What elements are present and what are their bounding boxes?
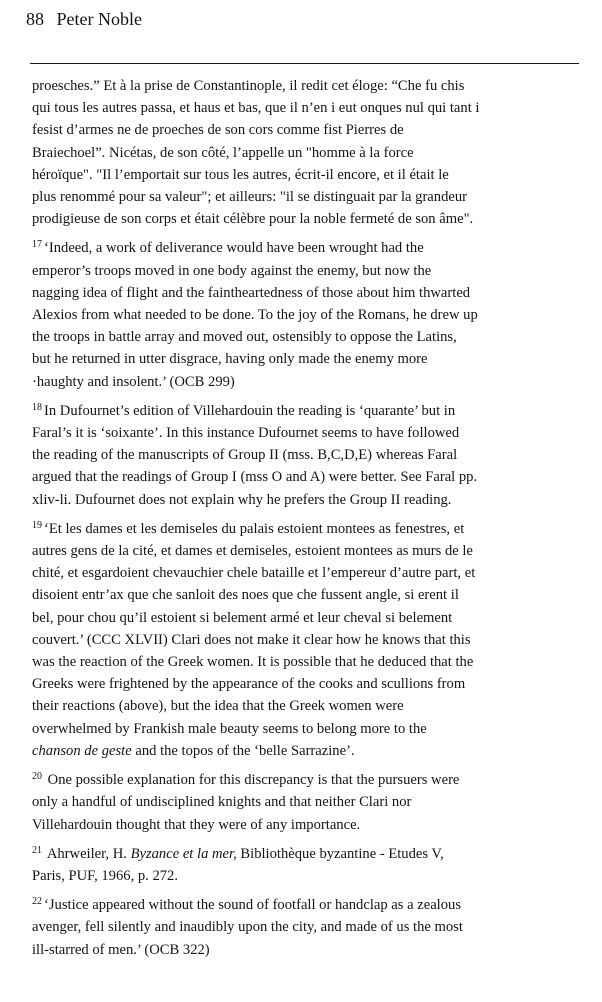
footnote-number: 21 bbox=[32, 844, 42, 856]
text-line: Faral’s it is ‘soixante’. In this instance Dufournet seems to have followed bbox=[32, 425, 460, 442]
footnote-number: 18 bbox=[32, 401, 42, 413]
text-line: $^{20}$ One possible explanation for this discrepancy is that the pursuers were bbox=[32, 771, 460, 789]
text-line: was the reaction of the Greek women. It is possible that he deduced that the bbox=[32, 654, 474, 671]
footnote-22 bbox=[32, 894, 580, 961]
text-line: $^{21}$ Ahrweiler, H. Byzance et la mer, Bibliothèque byzantine - Etudes V, bbox=[32, 844, 444, 862]
footnote-21 bbox=[32, 843, 580, 887]
text-line: avenger, fell silently and inaudibly upon the city, and made of us the most bbox=[32, 919, 463, 936]
footnote-continuation bbox=[32, 75, 580, 230]
text-line: fesist d’armes ne de proeches de son cors comme fist Pierres de bbox=[32, 122, 404, 139]
footnote-18 bbox=[32, 400, 580, 511]
text-line: $^{17}$ ‘Indeed, a work of deliverance would have been wrought had the bbox=[32, 239, 424, 257]
text-line: nagging idea of flight and the faintheartedness of those about him thwarted bbox=[32, 284, 471, 301]
italic-title: Byzance et la mer, bbox=[130, 845, 237, 862]
footnote-number: 17 bbox=[32, 239, 42, 251]
text-line: héroïque". "Il l’emportait sur tous les autres, écrit-il encore, et il était le bbox=[32, 166, 449, 183]
text-line: $^{19}$ ‘Et les dames et les demiseles du palais estoient montees as fenestres, et bbox=[32, 519, 465, 537]
text-line: their reactions (above), but the idea that the Greek women were bbox=[32, 698, 404, 715]
text-line: Braiechoel”. Nicétas, de son côté, l’appelle un "homme à la force bbox=[32, 144, 414, 161]
text-line: ill-starred of men.’ (OCB 322) bbox=[32, 941, 210, 958]
page-header bbox=[26, 6, 142, 32]
text-line: $^{18}$ In Dufournet’s edition of Villehardouin the reading is ‘quarante’ but in bbox=[32, 401, 456, 419]
footnotes-body bbox=[32, 75, 580, 961]
text-line: argued that the readings of Group I (mss O and A) were better. See Faral pp. bbox=[32, 469, 478, 486]
text-line: bel, pour chou qu’il estoient si belement armé et leur cheval si belement bbox=[32, 609, 453, 626]
text-line: $^{22}$ ‘Justice appeared without the sound of footfall or handclap as a zealous bbox=[32, 896, 461, 914]
text-line: but he returned in utter disgrace, having only made the enemy more bbox=[32, 351, 428, 368]
text-line: plus renommé pour sa valeur"; et ailleurs: "il se distinguait par la grandeur bbox=[32, 189, 468, 206]
footnote-20 bbox=[32, 769, 580, 836]
text-line: Greeks were frightened by the appearance of the cooks and scullions from bbox=[32, 676, 466, 693]
footnote-number: 19 bbox=[32, 519, 42, 531]
text-line: couvert.’ (CCC XLVII) Clari does not make it clear how he knows that this bbox=[32, 631, 471, 648]
text-line: only a handful of undisciplined knights and that neither Clari nor bbox=[32, 794, 412, 811]
text-line: overwhelmed by Frankish male beauty seems to belong more to the bbox=[32, 720, 427, 737]
text-line: Villehardouin thought that they were of any importance. bbox=[32, 816, 361, 833]
text-line: the reading of the manuscripts of Group II (mss. B,C,D,E) whereas Faral bbox=[32, 447, 458, 464]
footnote-19 bbox=[32, 518, 580, 762]
header-rule bbox=[30, 63, 579, 64]
text-line: autres gens de la cité, et dames et demiseles, estoient montees as murs de le bbox=[32, 543, 473, 560]
text-line: chanson de geste and the topos of the ‘belle Sarrazine’. bbox=[32, 742, 355, 759]
text-line: the troops in battle array and moved out, ostensibly to oppose the Latins, bbox=[32, 329, 457, 346]
text-line: Alexios from what needed to be done. To the joy of the Romans, he drew up bbox=[32, 307, 478, 324]
footnote-17 bbox=[32, 237, 580, 392]
text-line: emperor’s troops moved in one body against the enemy, but now the bbox=[32, 262, 432, 279]
running-head-author: Peter Noble bbox=[56, 9, 142, 29]
text-line: chité, et esgardoient chevauchier chele bataille et l’empereur d’autre part, et bbox=[32, 565, 476, 582]
text-line: xliv-li. Dufournet does not explain why he prefers the Group II reading. bbox=[32, 491, 452, 508]
footnote-number: 20 bbox=[32, 771, 42, 783]
text-line: Paris, PUF, 1966, p. 272. bbox=[32, 867, 179, 884]
footnote-number: 22 bbox=[32, 896, 42, 908]
page-number: 88 bbox=[26, 9, 44, 29]
text-line: disoient entr’ax que che sanloit des noes que che fussent angle, si erent il bbox=[32, 587, 459, 604]
text-line: prodigieuse de son corps et était célèbre pour la noble fermeté de son âme". bbox=[32, 211, 474, 228]
text-line: ·haughty and insolent.’ (OCB 299) bbox=[32, 373, 235, 390]
text-line: proesches.” Et à la prise de Constantinople, il redit cet éloge: “Che fu chis bbox=[32, 78, 465, 94]
text-line: qui tous les autres passa, et haus et bas, que il n’en i eut onques nul qui tant i bbox=[32, 100, 480, 117]
italic-phrase: chanson de geste bbox=[32, 742, 132, 759]
